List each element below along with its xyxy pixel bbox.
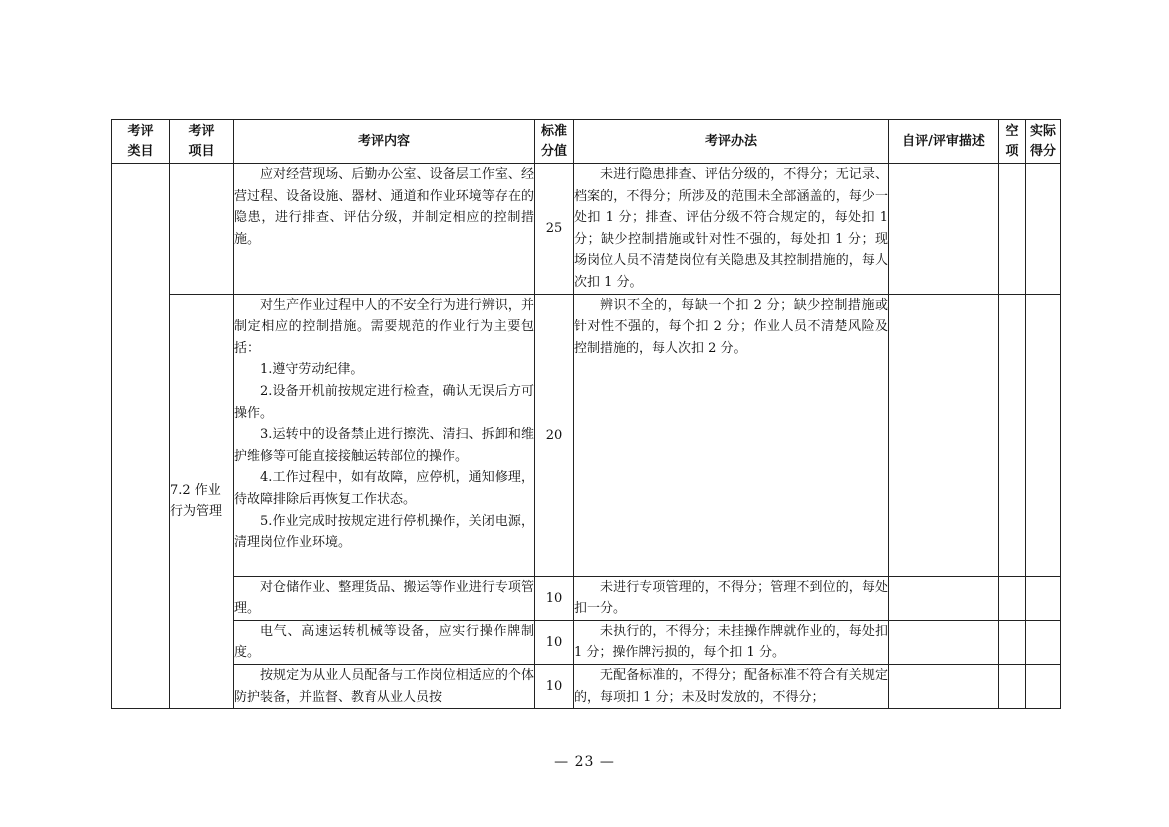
category-cell (112, 164, 170, 709)
evaluation-table (111, 119, 1061, 709)
actual-score-cell (1026, 294, 1061, 576)
header-row (112, 120, 1061, 164)
actual-score-cell (1026, 164, 1061, 295)
score-cell: 10 (535, 576, 574, 620)
self-review-cell (889, 164, 999, 295)
table-row (112, 576, 1061, 620)
self-review-cell (889, 294, 999, 576)
empty-item-cell (999, 294, 1026, 576)
actual-score-cell (1026, 576, 1061, 620)
header-score: 标准 分值 (535, 120, 574, 164)
header-actual-score: 实际 得分 (1026, 120, 1061, 164)
header-category: 考评 类目 (112, 120, 170, 164)
empty-item-cell (999, 620, 1026, 664)
content-cell: 应对经营现场、后勤办公室、设备层工作室、经营过程、设备设施、器材、通道和作业环境等存在的隐患，进行排查、评估分级，并制定相应的控制措施。 (234, 164, 535, 295)
table-row (112, 164, 1061, 295)
self-review-cell (889, 664, 999, 708)
header-method: 考评办法 (574, 120, 889, 164)
content-cell: 对生产作业过程中人的不安全行为进行辨识，并制定相应的控制措施。需要规范的作业行为主要包括： 1.遵守劳动纪律。 2.设备开机前按规定进行检查，确认无误后方可操作。 3.运转中的设备禁止进行擦洗、清扫、拆卸和维护维修等可能直接接触运转部位的操作。 4.工作过程中，如有故障，应停机，通知修理，待故障排除后再恢复工作状态。 5.作业完成时按规定进行停机操作，关闭电源，清理岗位作业环境。 (234, 294, 535, 576)
actual-score-cell (1026, 664, 1061, 708)
page-number: — 23 — (554, 754, 615, 770)
method-cell: 无配备标准的，不得分；配备标准不符合有关规定的，每项扣 1 分；未及时发放的，不得分； (574, 664, 889, 708)
content-cell: 对仓储作业、整理货品、搬运等作业进行专项管理。 (234, 576, 535, 620)
table-row (112, 620, 1061, 664)
table-row (112, 664, 1061, 708)
header-content: 考评内容 (234, 120, 535, 164)
header-empty-item: 空 项 (999, 120, 1026, 164)
actual-score-cell (1026, 620, 1061, 664)
self-review-cell (889, 620, 999, 664)
self-review-cell (889, 576, 999, 620)
method-cell: 辨识不全的，每缺一个扣 2 分；缺少控制措施或针对性不强的，每个扣 2 分；作业人员不清楚风险及控制措施的，每人次扣 2 分。 (574, 294, 889, 576)
score-cell: 25 (535, 164, 574, 295)
score-cell: 10 (535, 664, 574, 708)
empty-item-cell (999, 576, 1026, 620)
method-cell: 未进行专项管理的，不得分；管理不到位的，每处扣一分。 (574, 576, 889, 620)
content-cell: 按规定为从业人员配备与工作岗位相适应的个体防护装备，并监督、教育从业人员按 (234, 664, 535, 708)
score-cell: 10 (535, 620, 574, 664)
method-cell: 未进行隐患排查、评估分级的，不得分；无记录、档案的，不得分；所涉及的范围未全部涵盖的，每少一处扣 1 分；排查、评估分级不符合规定的，每处扣 1 分；缺少控制措施或针对性不强的，每处扣 1 分；现场岗位人员不清楚岗位有关隐患及其控制措施的，每人次扣 1 分。 (574, 164, 889, 295)
content-cell: 电气、高速运转机械等设备，应实行操作牌制度。 (234, 620, 535, 664)
method-cell: 未执行的，不得分；未挂操作牌就作业的，每处扣 1 分；操作牌污损的，每个扣 1 分。 (574, 620, 889, 664)
empty-item-cell (999, 164, 1026, 295)
item-cell (170, 164, 234, 295)
header-self-review: 自评/评审描述 (889, 120, 999, 164)
header-item: 考评 项目 (170, 120, 234, 164)
empty-item-cell (999, 664, 1026, 708)
score-cell: 20 (535, 294, 574, 576)
table-row (112, 294, 1061, 576)
item-cell: 7.2 作业行为管理 (170, 294, 234, 709)
